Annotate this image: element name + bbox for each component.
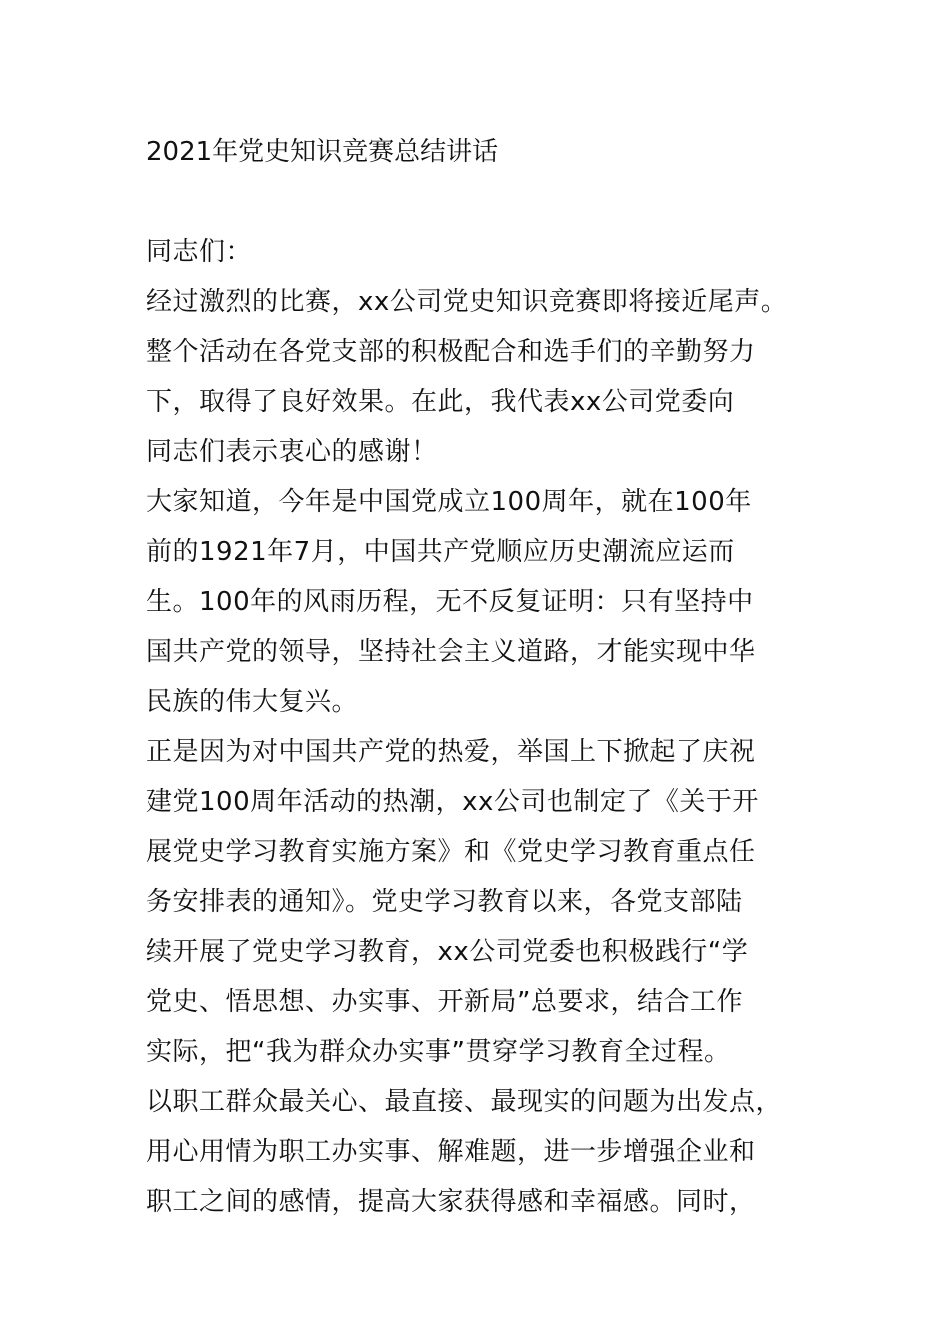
document-body <box>146 227 846 1227</box>
text-line: 同志们表示衷心的感谢！ <box>146 437 438 467</box>
text-line: 大家知道，今年是中国党成立100周年，就在100年 <box>146 487 752 517</box>
text-line: 以职工群众最关心、最直接、最现实的问题为出发点， <box>146 1087 783 1117</box>
text-line: 前的1921年7月，中国共产党顺应历史潮流应运而 <box>146 537 735 567</box>
text-line: 务安排表的通知》。党史学习教育以来，各党支部陆 <box>146 887 743 917</box>
text-line: 职工之间的感情，提高大家获得感和幸福感。同时， <box>146 1187 756 1217</box>
text-line: 正是因为对中国共产党的热爱，举国上下掀起了庆祝 <box>146 737 756 767</box>
document-title: 2021年党史知识竞赛总结讲话 <box>146 137 499 167</box>
text-line: 党史、悟思想、办实事、开新局”总要求，结合工作 <box>146 987 743 1017</box>
text-line: 经过激烈的比赛，xx公司党史知识竞赛即将接近尾声。 <box>146 287 788 317</box>
text-line: 实际，把“我为群众办实事”贯穿学习教育全过程。 <box>146 1037 731 1067</box>
text-line: 展党史学习教育实施方案》和《党史学习教育重点任 <box>146 837 756 867</box>
text-line: 续开展了党史学习教育，xx公司党委也积极践行“学 <box>146 937 749 967</box>
text-line: 生。100年的风雨历程，无不反复证明：只有坚持中 <box>146 587 754 617</box>
text-line: 民族的伟大复兴。 <box>146 687 359 717</box>
text-line: 同志们： <box>146 237 253 267</box>
text-line: 建党100周年活动的热潮，xx公司也制定了《关于开 <box>146 787 759 817</box>
text-line: 用心用情为职工办实事、解难题，进一步增强企业和 <box>146 1137 756 1167</box>
text-line: 下，取得了良好效果。在此，我代表xx公司党委向 <box>146 387 735 417</box>
text-line: 整个活动在各党支部的积极配合和选手们的辛勤努力 <box>146 337 756 367</box>
text-line: 国共产党的领导，坚持社会主义道路，才能实现中华 <box>146 637 756 667</box>
